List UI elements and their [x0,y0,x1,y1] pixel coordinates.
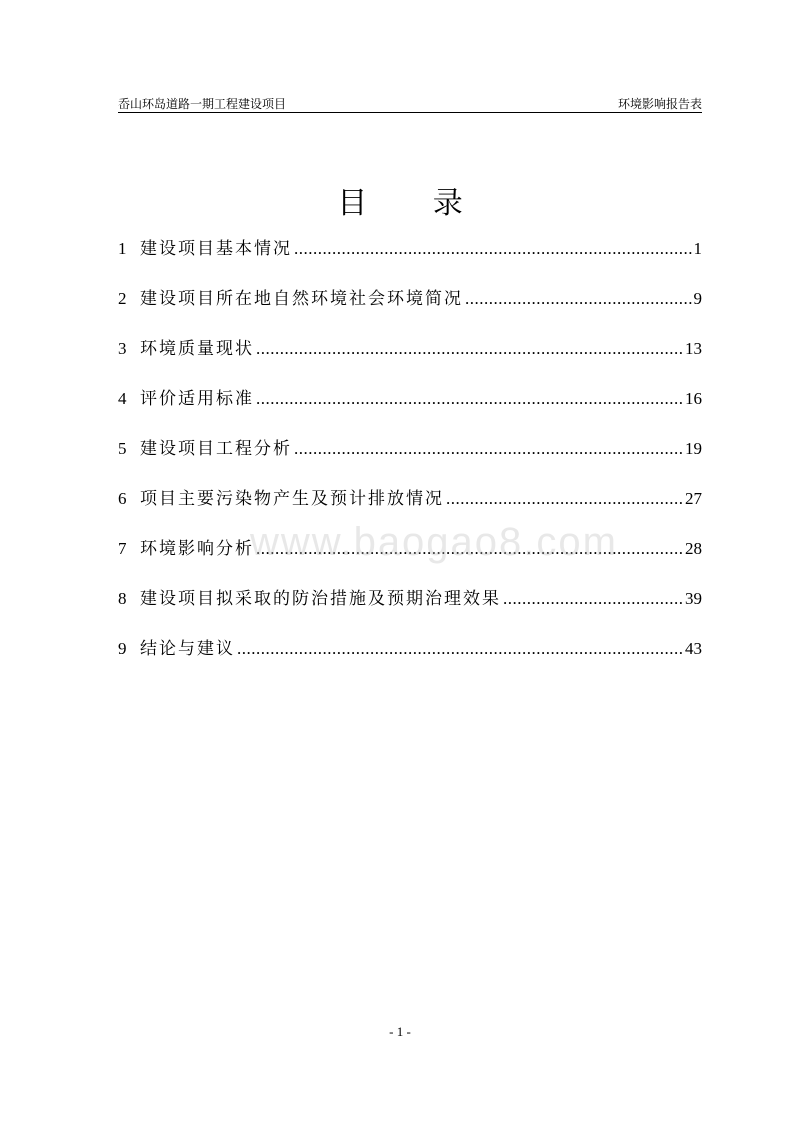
toc-entry-number: 2 [118,289,127,308]
toc-title: 目 录 [337,186,491,221]
toc-leader-dots [294,439,683,459]
toc-entry[interactable] [118,634,702,684]
toc-entry-page: 9 [693,289,702,308]
toc-entry[interactable] [118,334,702,384]
toc-leader-dots [237,639,683,659]
toc-entry-page: 43 [685,639,702,658]
toc-entry[interactable] [118,234,702,284]
toc-entry-number: 7 [118,539,127,558]
toc-entry[interactable] [118,434,702,484]
toc-entry-label: 项目主要污染物产生及预计排放情况 [140,489,444,509]
toc-entry[interactable] [118,484,702,534]
toc-leader-dots [503,589,683,609]
toc-leader-dots [256,539,683,559]
toc-entry-number: 9 [118,639,127,658]
toc-entry-label: 评价适用标准 [140,389,254,409]
toc-leader-dots [294,239,692,259]
toc-entry-page: 19 [685,439,702,458]
header-document-type: 环境影响报告表 [617,97,702,111]
toc-entry-page: 27 [685,489,702,508]
page-number: - 1 - [389,1024,411,1039]
toc-entry[interactable] [118,584,702,634]
toc-entry-label: 结论与建议 [140,639,235,659]
toc-entry-label: 建设项目拟采取的防治措施及预期治理效果 [140,589,501,609]
toc-entry-label: 环境影响分析 [140,539,254,559]
toc-leader-dots [256,339,683,359]
toc-entry-label: 建设项目基本情况 [140,239,292,259]
toc-entry-label: 建设项目工程分析 [140,439,292,459]
toc-entry[interactable] [118,384,702,434]
page-header [118,92,702,113]
toc-entry-number: 1 [118,239,127,258]
toc-entry[interactable] [118,284,702,334]
watermark: www.baogao8.com [250,520,618,564]
toc-entry-number: 4 [118,389,127,408]
toc-entry-page: 39 [685,589,702,608]
toc-entry-page: 13 [685,339,702,358]
toc-leader-dots [256,389,683,409]
toc-entry-label: 环境质量现状 [140,339,254,359]
toc-entry-number: 5 [118,439,127,458]
table-of-contents [118,234,702,684]
header-project-name: 岙山环岛道路一期工程建设项目 [118,97,287,111]
toc-leader-dots [446,489,683,509]
toc-entry[interactable] [118,534,702,584]
toc-entry-number: 8 [118,589,127,608]
toc-entry-page: 1 [693,239,702,258]
toc-entry-page: 16 [685,389,702,408]
toc-entry-page: 28 [685,539,702,558]
toc-entry-number: 3 [118,339,127,358]
toc-entry-label: 建设项目所在地自然环境社会环境简况 [140,289,463,309]
toc-entry-number: 6 [118,489,127,508]
toc-leader-dots [465,289,692,309]
